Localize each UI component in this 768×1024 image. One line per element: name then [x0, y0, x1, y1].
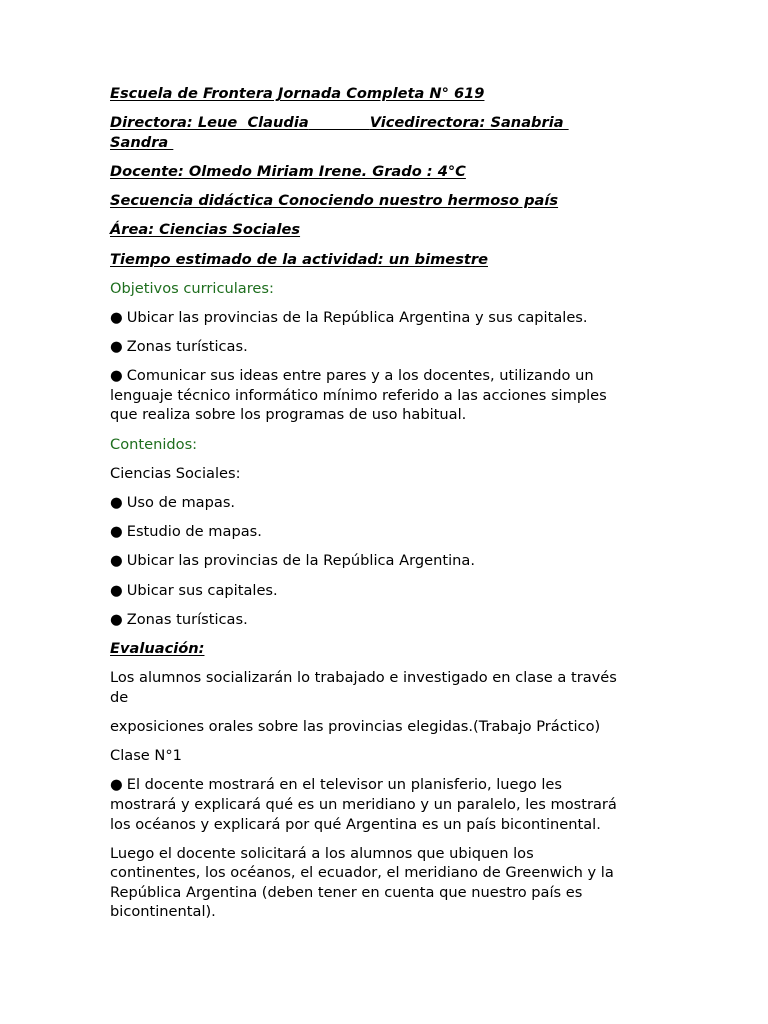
contenidos-subheading: Ciencias Sociales: — [110, 464, 241, 482]
clase-heading: Clase N°1 — [110, 747, 182, 765]
objetivo-item-1 — [110, 308, 658, 328]
clase-bullet-line-3: los océanos y explicará por qué Argentina es un país bicontinental. — [110, 815, 601, 833]
objetivo-item-text: Ubicar las provincias de la República Argentina y sus capitales. — [126, 308, 588, 326]
contenido-item-text: Zonas turísticas. — [126, 610, 248, 628]
objetivos-heading: Objetivos curriculares: — [110, 279, 274, 297]
contenido-item-2 — [110, 522, 658, 542]
objetivo-item-2 — [110, 337, 658, 357]
contenido-item-5 — [110, 610, 658, 630]
vicedirectora-continuation: Sandra — [110, 133, 174, 151]
contenido-item-4 — [110, 581, 658, 601]
bullet-icon: ● — [110, 367, 123, 385]
bullet-icon: ● — [110, 581, 123, 599]
clase-paragraph-line-3: República Argentina (deben tener en cuenta que nuestro país es — [110, 883, 583, 901]
evaluacion-text-2: exposiciones orales sobre las provincias elegidas.(Trabajo Práctico) — [110, 717, 601, 735]
bullet-icon: ● — [110, 494, 123, 512]
contenido-item-text: Ubicar sus capitales. — [126, 581, 278, 599]
vicedirectora-label: Vicedirectora: Sanabria — [369, 114, 569, 132]
objetivo-item-text-line-1: Comunicar sus ideas entre pares y a los docentes, utilizando un — [126, 367, 594, 385]
secuencia-title: Secuencia didáctica Conociendo nuestro hermoso país — [110, 192, 559, 210]
objetivo-item-text: Zonas turísticas. — [126, 338, 248, 356]
bullet-icon: ● — [110, 338, 123, 356]
clase-paragraph-line-1: Luego el docente solicitará a los alumnos que ubiquen los — [110, 844, 534, 862]
school-name: Escuela de Frontera Jornada Completa N° 619 — [110, 85, 485, 102]
clase-bullet-1 — [110, 775, 658, 834]
clase-bullet-line-1: El docente mostrará en el televisor un planisferio, luego les — [126, 776, 562, 794]
clase-bullet-line-2: mostrará y explicará qué es un meridiano y un paralelo, les mostrará — [110, 795, 617, 813]
bullet-icon: ● — [110, 776, 123, 794]
staff-gap — [309, 114, 370, 131]
clase-paragraph-line-4: bicontinental). — [110, 903, 216, 921]
contenido-item-3 — [110, 551, 658, 571]
bullet-icon: ● — [110, 552, 123, 570]
objetivo-item-text-line-3: que realiza sobre los programas de uso habitual. — [110, 406, 467, 424]
clase-paragraph — [110, 844, 658, 922]
contenido-item-text: Uso de mapas. — [126, 494, 236, 512]
evaluacion-line-1: Los alumnos socializarán lo trabajado e investigado en clase a través — [110, 669, 617, 687]
directora-label: Directora: Leue Claudia — [110, 114, 309, 132]
contenido-item-1 — [110, 493, 658, 513]
bullet-icon: ● — [110, 610, 123, 628]
clase-paragraph-line-2: continentes, los océanos, el ecuador, el meridiano de Greenwich y la — [110, 864, 614, 882]
docente-line: Docente: Olmedo Miriam Irene. Grado : 4°C — [110, 162, 466, 180]
staff-line — [110, 113, 658, 152]
evaluacion-title: Evaluación: — [110, 639, 205, 657]
tiempo-line: Tiempo estimado de la actividad: un bimestre — [110, 250, 488, 268]
evaluacion-text-1 — [110, 668, 658, 707]
contenido-item-text: Estudio de mapas. — [126, 523, 262, 541]
area-line: Área: Ciencias Sociales — [110, 221, 301, 239]
bullet-icon: ● — [110, 523, 123, 541]
bullet-icon: ● — [110, 308, 123, 326]
evaluacion-line-2: de — [110, 688, 129, 706]
objetivo-item-text-line-2: lenguaje técnico informático mínimo referido a las acciones simples — [110, 386, 607, 404]
contenido-item-text: Ubicar las provincias de la República Argentina. — [126, 552, 475, 570]
evaluacion-heading — [110, 639, 658, 659]
objetivo-item-3 — [110, 366, 658, 425]
contenidos-heading: Contenidos: — [110, 435, 198, 453]
